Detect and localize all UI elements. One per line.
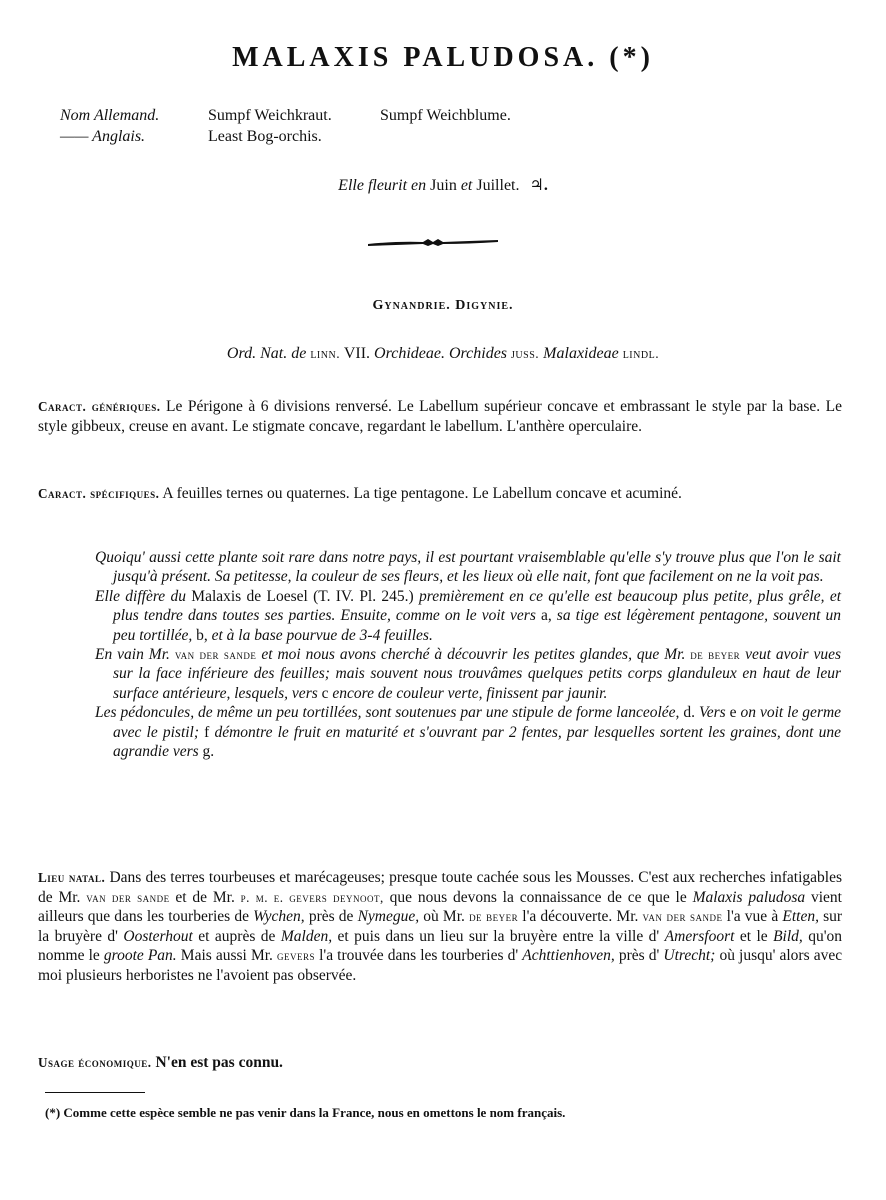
desc2-a: Elle diffère du [95,587,186,605]
habitat-i1: Malaxis paludosa [692,888,806,906]
english-names-row [60,126,511,147]
ord-nat-malaxideae: Malaxideae [543,345,619,362]
habitat-i9: groote Pan. [103,947,177,965]
desc4-h: g. [202,743,215,761]
habitat-t16: près d' [618,947,660,965]
desc3-e: veut avoir vues sur la face inférieure des feuilles; mais souvent nous trouvâmes quelques petits corps glanduleux en haut de leur surface antérieure, lesquels, vers [113,646,842,702]
desc3-c: et moi nous avons cherché à découvrir les petites glandes, que Mr. [261,646,686,664]
economic-use [38,1053,842,1073]
german-name-1: Sumpf Weichkraut. [208,107,332,124]
flowering-line [0,175,886,195]
habitat-t8: l'a vue à [726,908,779,926]
habitat-i5: Oosterhout [123,927,193,945]
economic-use-text: N'en est pas connu. [155,1054,283,1071]
desc3-g: encore de couleur verte, finissent par jaunir. [332,684,608,702]
natural-order-line [0,345,886,363]
desc2-d: Loesel (T. IV. Pl. 245.) [266,587,414,605]
desc2-c: de [246,587,262,605]
habitat-t2: et de Mr. [175,888,235,906]
description-paragraph-3 [95,645,841,703]
ord-nat-number: VII. [343,345,371,362]
ord-nat-lindl: lindl. [622,346,660,361]
footnote-rule [45,1092,145,1093]
common-names [60,105,511,147]
flowering-en: en [411,177,427,194]
habitat-t7: l'a découverte. Mr. [522,908,639,926]
flowering-month-1: Juin [430,177,457,194]
native-habitat [38,868,842,986]
flowering-prefix: Elle fleurit [338,177,408,194]
habitat-t5: près de [308,908,354,926]
habitat-t13: qu'on nomme le [38,927,843,965]
description-paragraph-1: Quoiqu' aussi cette plante soit rare dans notre pays, il est pourtant vraisemblable qu'elle s'y trouve plus que l'on le sait jusqu'à présent. Sa petitesse, la couleur de ses fleurs, et les lieux où elle nait, font que facilement on ne la voit pas. [95,549,841,586]
habitat-t15: l'a trouvée dans les tourberies d' [319,947,519,965]
ord-nat-label: Ord. Nat. de [226,345,307,362]
desc3-b: van der sande [174,647,257,663]
description-paragraph-4 [95,703,841,761]
habitat-t6: où Mr. [423,908,465,926]
desc3-a: En vain Mr. [95,646,170,664]
desc2-b: Malaxis [191,587,242,605]
habitat-n3: de beyer [469,909,519,925]
desc2-g: sa tige est légèrement pentagone, souvent un peu tortillée, [113,607,842,644]
desc4-f: f [204,723,210,741]
desc4-g: démontre le fruit en maturité et s'ouvrant par 2 fentes, par lesquelles sortent les graines, dont une agrandie vers [113,723,842,761]
desc2-h: b, [196,626,208,644]
desc4-a: Les pédoncules, de même un peu tortillées, sont soutenues par une stipule de forme lanceolée, [95,704,680,722]
description-paragraph-2 [95,587,841,645]
ornamental-divider [368,235,498,249]
desc3-d: de beyer [690,647,741,663]
page-title: MALAXIS PALUDOSA. (*) [232,42,654,73]
specific-characters-text: A feuilles ternes ou quaternes. La tige pentagone. Le Labellum concave et acuminé. [162,485,682,502]
desc4-b: d. [683,704,696,722]
habitat-t17: où jusqu' alors avec moi plusieurs herboristes ne l'avoient pas observée. [38,947,843,984]
desc4-c: Vers [698,704,726,722]
habitat-i3: Nymegue, [357,908,420,926]
habitat-i4: Etten, [782,908,819,926]
habitat-t3: que nous devons la connaissance de ce que le [389,888,687,906]
habitat-i6: Malden, [280,927,333,945]
habitat-n4: van der sande [642,909,723,925]
flowering-et: et [460,177,473,194]
ord-nat-juss: juss. [511,346,540,361]
german-name-2: Sumpf Weichblume. [380,107,511,124]
habitat-t12: et le [739,927,768,945]
habitat-n2: p. m. e. gevers deynoot, [240,889,384,905]
habitat-n5: gevers [277,948,316,964]
habitat-t9: sur la bruyère d' [38,908,843,945]
habitat-i10: Achttienhoven, [522,947,615,965]
linnaean-class: Gynandrie. Digynie. [372,298,514,313]
economic-use-label: Usage économique. [38,1055,152,1070]
footnote: (*) Comme cette espèce semble ne pas venir dans la France, nous en omettons le nom français. [45,1105,566,1120]
german-label: Nom Allemand. [60,107,160,124]
habitat-t4: vient ailleurs que dans les tourberies de [38,888,842,926]
habitat-t11: et puis dans un lieu sur la bruyère entre la ville d' [337,927,660,945]
specific-characters [38,484,842,504]
native-habitat-label: Lieu natal. [38,870,106,885]
generic-characters [38,397,842,437]
desc3-f: c [321,684,329,702]
desc2-f: a, [540,607,552,625]
flowering-month-2: Juillet. [476,177,520,194]
ord-nat-linn: linn. [310,346,341,361]
habitat-t10: et auprès de [198,927,276,945]
desc4-e: on voit le germe avec le pistil; [113,704,842,741]
english-label: —— Anglais. [60,128,146,145]
habitat-i8: Bild, [773,927,803,945]
description-block [95,548,841,761]
habitat-n1: van der sande [86,889,170,905]
desc2-i: et à la base pourvue de 3-4 feuilles. [211,626,433,644]
habitat-t1: Dans des terres tourbeuses et marécageuses; presque toute cachée sous les Mousses. C'est aux recherches infatigables de Mr. [38,869,843,906]
german-names-row [60,105,511,126]
habitat-i11: Utrecht; [663,947,716,965]
generic-characters-label: Caract. génériques. [38,399,161,414]
ord-nat-families: Orchideae. Orchides [374,345,508,362]
specific-characters-label: Caract. spécifiques. [38,486,160,501]
desc2-e: premièrement en ce qu'elle est beaucoup plus petite, plus grêle, et plus tendre dans toutes ses parties. Ensuite, comme on le voit vers [113,587,841,625]
habitat-i7: Amersfoort [664,927,735,945]
habitat-t14: Mais aussi Mr. [180,947,273,965]
perennial-symbol: ♃. [529,177,548,194]
english-name-1: Least Bog-orchis. [208,128,322,145]
desc4-d: e [729,704,737,722]
generic-characters-text: Le Périgone à 6 divisions renversé. Le Labellum supérieur concave et embrassant le style par la base. Le style gibbeux, creuse en avant. Le stigmate concave, regardant le labellum. L'anthère operculaire. [38,398,843,435]
habitat-i2: Wychen, [253,908,305,926]
